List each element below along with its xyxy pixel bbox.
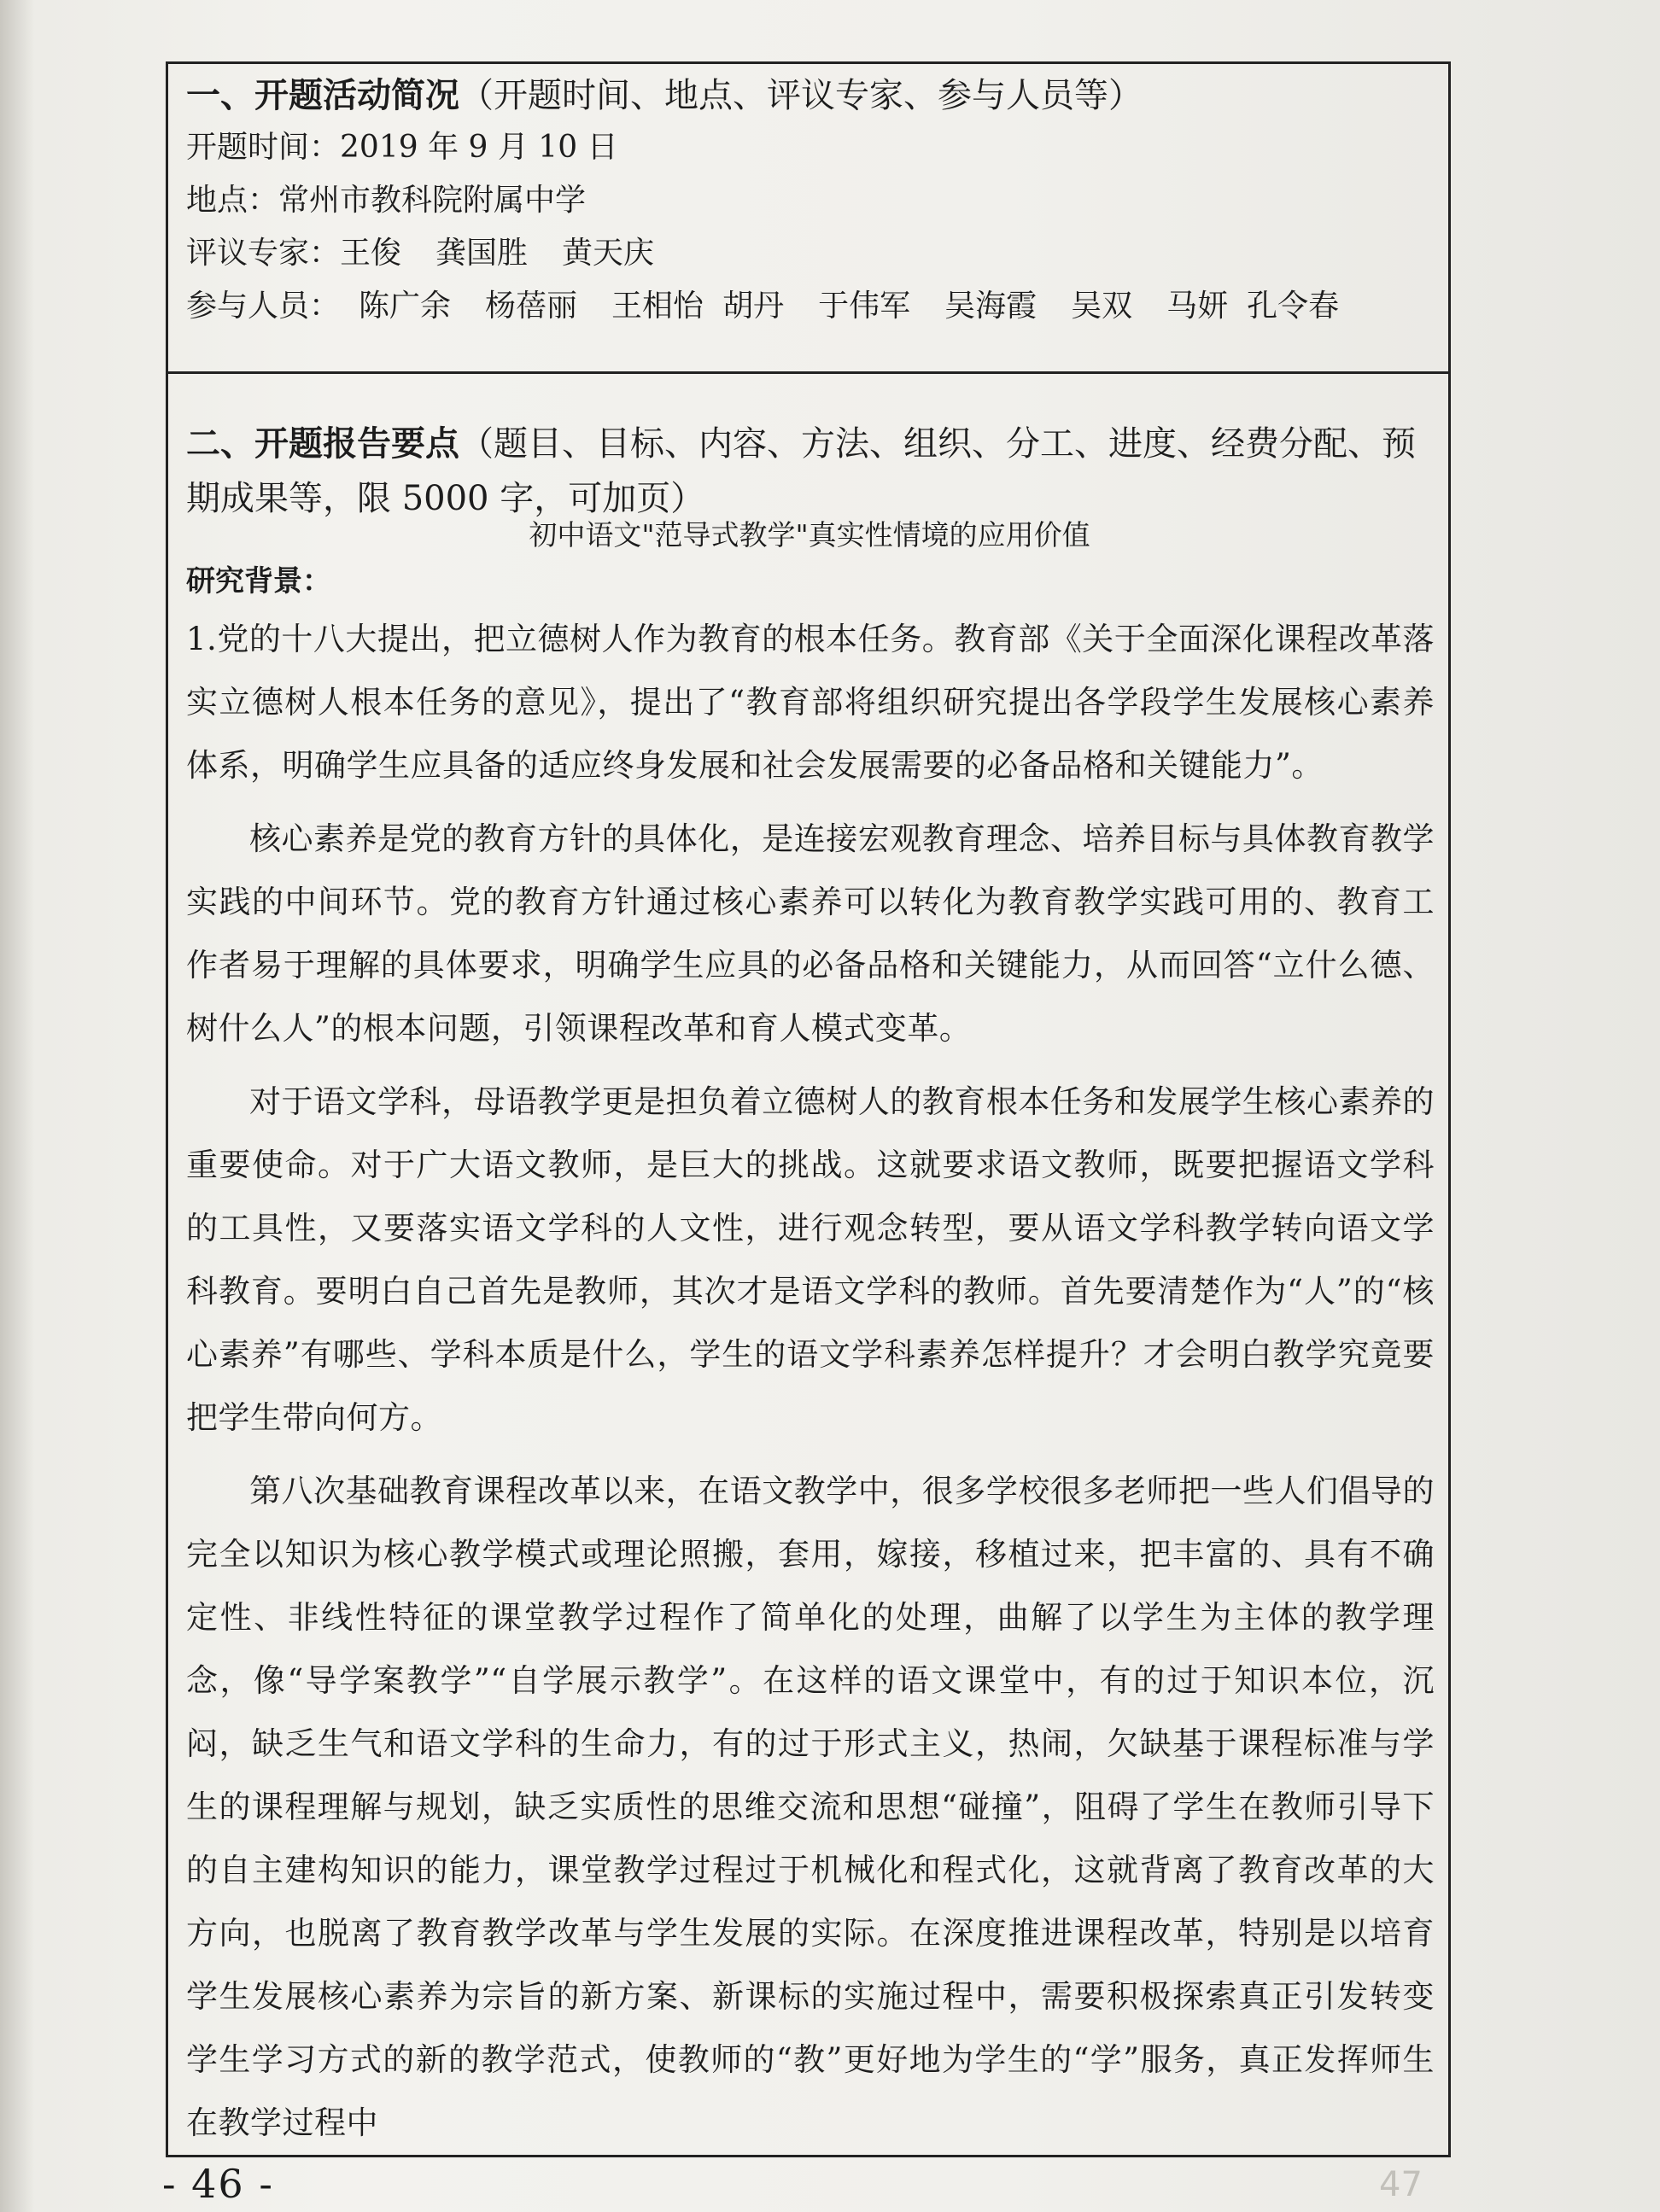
participant-name: 陈广余 [359,289,452,324]
time-row [186,121,1433,174]
section1-title: 一、开题活动简况 [186,76,459,115]
participants-row [186,280,1433,333]
time-label: 开题时间： [186,130,341,165]
participant-name: 杨蓓丽 [485,289,578,324]
participant-name: 孔令春 [1247,289,1340,324]
place-label: 地点： [186,183,279,218]
section1-heading [186,70,1433,121]
section1-note: （开题时间、地点、评议专家、参与人员等） [459,76,1143,115]
paragraph: 1.党的十八大提出，把立德树人作为教育的根本任务。教育部《关于全面深化课程改革落实立德树人根本任务的意见》，提出了“教育部将组织研究提出各学段学生发展核心素养体系，明确学生应具备的适应终身发展和社会发展需要的必备品格和关键能力”。 [186,621,1435,784]
experts-row [186,227,1433,280]
section2-note: （题目、目标、内容、方法、组织、分工、进度、经费分配、预期成果等，限 5000 字，可加页） [186,424,1416,518]
place-row [186,174,1433,227]
paragraph: 对于语文学科，母语教学更是担负着立德树人的教育根本任务和发展学生核心素养的重要使命。对于广大语文教师，是巨大的挑战。这就要求语文教师，既要把握语文学科的工具性，又要落实语文学科的人文性，进行观念转型，要从语文学科教学转向语文学科教育。要明白自己首先是教师，其次才是语文学科的教师。首先要清楚作为“人”的“核心素养”有哪些、学科本质是什么，学生的语文学科素养怎样提升？才会明白教学究竟要把学生带向何方。 [186,1083,1435,1436]
expert-name: 王俊 [340,236,402,271]
paragraph: 核心素养是党的教育方针的具体化，是连接宏观教育理念、培养目标与具体教育教学实践的中间环节。党的教育方针通过核心素养可以转化为教育教学实践可用的、教育工作者易于理解的具体要求，明确学生应具的必备品格和关键能力，从而回答“立什么德、树什么人”的根本问题，引领课程改革和育人模式变革。 [186,820,1435,1047]
participant-name: 王相怡 [611,289,704,324]
section2-heading [186,417,1433,526]
research-background-heading: 研究背景： [186,564,331,598]
report-title: 初中语文"范导式教学"真实性情境的应用价值 [529,518,1090,552]
participant-name: 于伟军 [818,289,911,324]
page-number: - 46 - [162,2161,274,2207]
expert-name: 黄天庆 [562,236,655,271]
participant-name: 胡丹 [722,289,785,324]
participant-name: 马妍 [1166,289,1229,324]
place-value: 常州市教科院附属中学 [278,183,587,218]
participant-name: 吴双 [1071,289,1133,324]
section-divider [166,371,1451,374]
time-value: 2019 年 9 月 10 日 [340,130,618,165]
report-points-section [186,417,1433,526]
participant-name: 吴海霞 [944,289,1038,324]
opening-activity-section [186,70,1433,333]
expert-name: 龚国胜 [435,236,529,271]
experts-label: 评议专家： [186,236,341,271]
section2-title: 二、开题报告要点 [186,424,459,464]
paragraph: 第八次基础教育课程改革以来，在语文教学中，很多学校很多老师把一些人们倡导的完全以知识为核心教学模式或理论照搬，套用，嫁接，移植过来，把丰富的、具有不确定性、非线性特征的课堂教学过程作了简单化的处理，曲解了以学生为主体的教学理念，像“导学案教学”“自学展示教学”。在这样的语文课堂中，有的过于知识本位，沉闷，缺乏生气和语文学科的生命力，有的过于形式主义，热闹，欠缺基于课程标准与学生的课程理解与规划，缺乏实质性的思维交流和思想“碰撞”，阻碍了学生在教师引导下的自主建构知识的能力，课堂教学过程过于机械化和程式化，这就背离了教育改革的大方向，也脱离了教育教学改革与学生发展的实际。在深度推进课程改革，特别是以培育学生发展核心素养为宗旨的新方案、新课标的实施过程中，需要积极探索真正引发转变学生学习方式的新的教学范式，使教师的“教”更好地为学生的“学”服务，真正发挥师生在教学过程中 [186,1473,1435,2141]
report-body [186,608,1435,2155]
participants-label: 参与人员： [186,289,341,324]
binding-shadow [0,0,34,2212]
bleed-through-page-number: 47 [1379,2165,1423,2204]
